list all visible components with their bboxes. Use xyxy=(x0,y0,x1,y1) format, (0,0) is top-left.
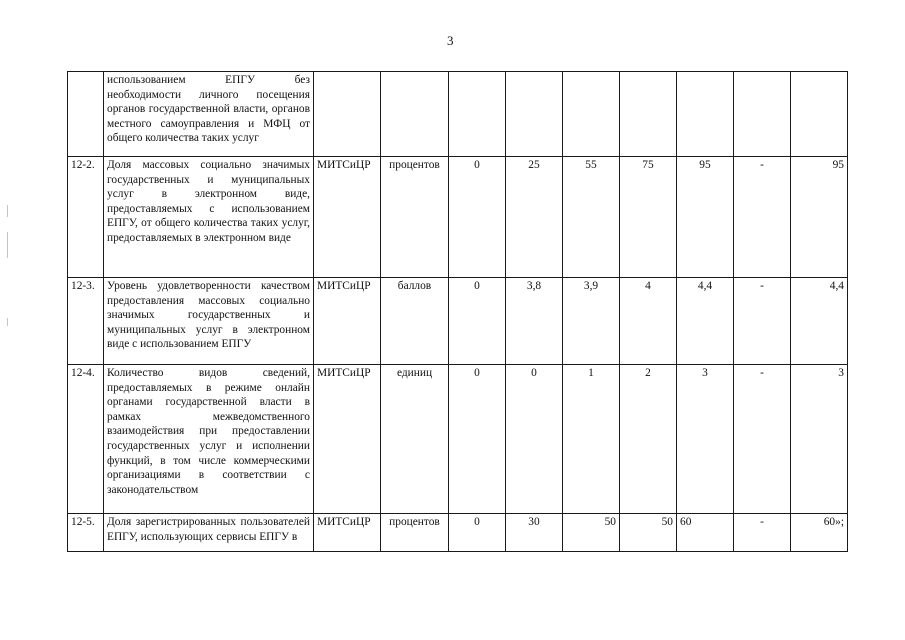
indicator-description: Уровень удовлетворенности качеством предоставления массовых социально значимых государственных и муниципальных услуг в электронном виде с использованием ЕПГУ xyxy=(104,278,314,365)
value-cell: 4,4 xyxy=(677,278,734,365)
value-cell: 25 xyxy=(506,157,563,278)
scan-mark xyxy=(7,205,8,217)
row-number: 12-4. xyxy=(68,365,104,514)
value-cell: 95 xyxy=(791,157,848,278)
table-row xyxy=(68,278,848,365)
unit-of-measure: процентов xyxy=(381,157,449,278)
value-cell: - xyxy=(734,365,791,514)
value-cell: 75 xyxy=(620,157,677,278)
scan-mark xyxy=(7,232,8,258)
page-number: 3 xyxy=(447,33,454,48)
value-cell: 3,9 xyxy=(563,278,620,365)
value-cell xyxy=(620,72,677,157)
value-cell: 0 xyxy=(449,514,506,552)
value-cell: 60 xyxy=(677,514,734,552)
value-cell: 60»; xyxy=(791,514,848,552)
value-cell: - xyxy=(734,514,791,552)
unit-of-measure: единиц xyxy=(381,365,449,514)
value-cell: 3 xyxy=(677,365,734,514)
value-cell: 0 xyxy=(449,365,506,514)
value-cell: 3,8 xyxy=(506,278,563,365)
indicator-description: Количество видов сведений, предоставляемых в режиме онлайн органами государственной власти в рамках межведомственного взаимодействия при предоставлении государственных услуг и исполнении функций, в том числе коммерческими организациями в соответствии с законодательством xyxy=(104,365,314,514)
value-cell: 0 xyxy=(449,278,506,365)
value-cell: - xyxy=(734,278,791,365)
value-cell: 4 xyxy=(620,278,677,365)
unit-of-measure: процентов xyxy=(381,514,449,552)
value-cell xyxy=(563,72,620,157)
row-number: 12-5. xyxy=(68,514,104,552)
responsible-ministry: МИТСиЦР xyxy=(314,157,381,278)
indicator-description: Доля зарегистрированных пользователей ЕПГУ, использующих сервисы ЕПГУ в xyxy=(104,514,314,552)
scan-mark xyxy=(7,318,8,326)
responsible-ministry: МИТСиЦР xyxy=(314,365,381,514)
value-cell: 50 xyxy=(563,514,620,552)
value-cell: 1 xyxy=(563,365,620,514)
value-cell: 30 xyxy=(506,514,563,552)
row-number xyxy=(68,72,104,157)
value-cell: 2 xyxy=(620,365,677,514)
unit-of-measure xyxy=(381,72,449,157)
table-row xyxy=(68,514,848,552)
value-cell xyxy=(506,72,563,157)
value-cell xyxy=(449,72,506,157)
indicators-table xyxy=(67,71,848,552)
row-number: 12-3. xyxy=(68,278,104,365)
indicator-description: Доля массовых социально значимых государственных и муниципальных услуг в электронном виде, предоставляемых с использованием ЕПГУ, от общего количества таких услуг, предоставляемых в электронном виде xyxy=(104,157,314,278)
value-cell: 0 xyxy=(449,157,506,278)
value-cell xyxy=(791,72,848,157)
table-row xyxy=(68,157,848,278)
value-cell xyxy=(734,72,791,157)
responsible-ministry: МИТСиЦР xyxy=(314,278,381,365)
responsible-ministry xyxy=(314,72,381,157)
indicator-description: использованием ЕПГУ без необходимости личного посещения органов государственной власти, органов местного самоуправления и МФЦ от общего количества таких услуг xyxy=(104,72,314,157)
table-row xyxy=(68,72,848,157)
value-cell: 50 xyxy=(620,514,677,552)
value-cell: - xyxy=(734,157,791,278)
value-cell: 55 xyxy=(563,157,620,278)
value-cell: 0 xyxy=(506,365,563,514)
row-number: 12-2. xyxy=(68,157,104,278)
value-cell xyxy=(677,72,734,157)
table-row xyxy=(68,365,848,514)
value-cell: 3 xyxy=(791,365,848,514)
value-cell: 95 xyxy=(677,157,734,278)
unit-of-measure: баллов xyxy=(381,278,449,365)
responsible-ministry: МИТСиЦР xyxy=(314,514,381,552)
value-cell: 4,4 xyxy=(791,278,848,365)
